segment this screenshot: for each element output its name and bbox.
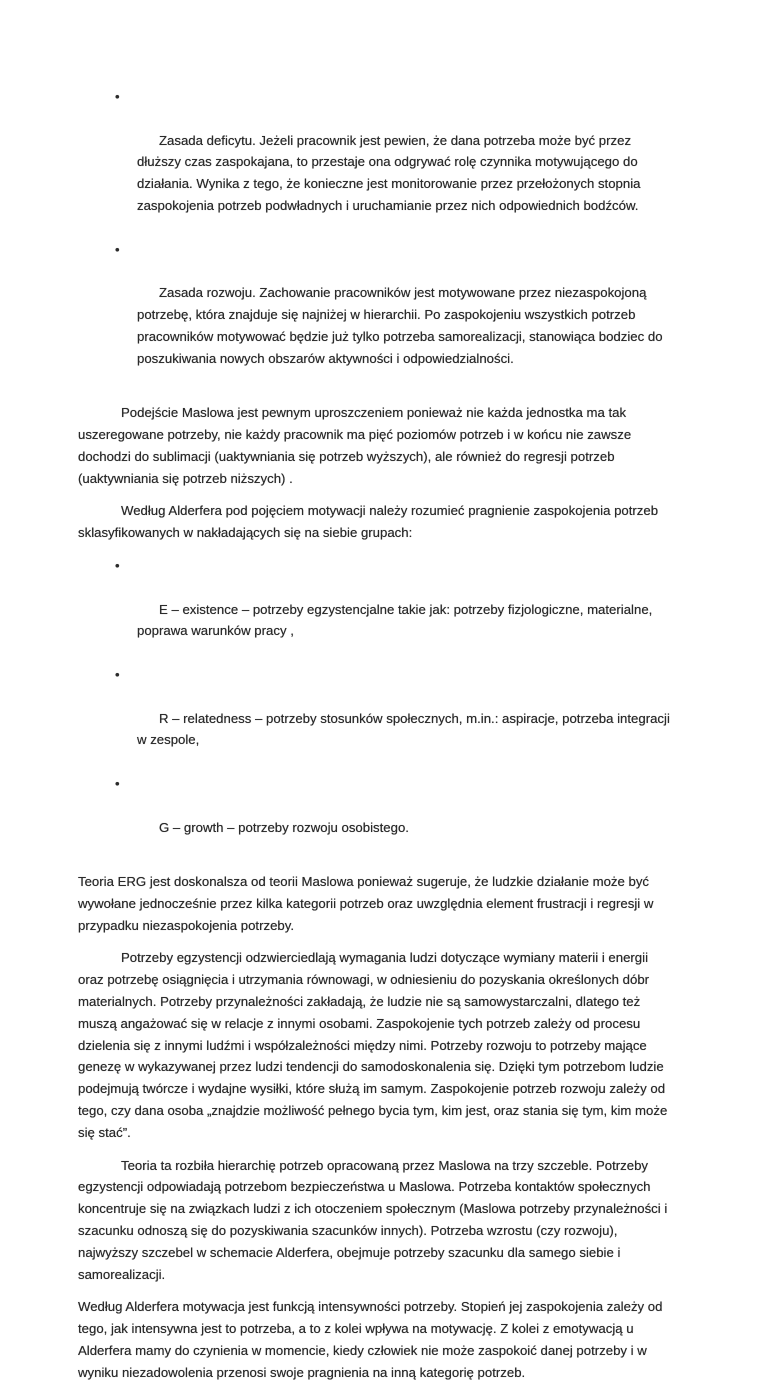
bullet-icon: • xyxy=(115,557,120,573)
bullet-icon: • xyxy=(115,666,120,682)
paragraph-three-levels: Teoria ta rozbiła hierarchię potrzeb opracowaną przez Maslowa na trzy szczeble. Potrzeby egzystencji odpowiadają potrzebom bezpieczeństwa u Maslowa. Potrzeba kontaktów społecznych koncentruje się na związkach ludzi z ich otoczeniem społecznym (Maslowa potrzeby przynależności i szacunku odnoszą się do pozyskiwania szacunków innych). Potrzeba wzrostu (czy rozwoju), najwyższy szczebel w schemacie Alderfera, obejmuje potrzeby szacunku dla samego siebie i samorealizacji. xyxy=(78,1157,671,1282)
bullet-item-text: Zasada deficytu. Jeżeli pracownik jest pewien, że dana potrzeba może być przez dłuższy czas zaspokajana, to przestaje ona odgrywać rolę czynnika motywującego do działania. Wynika z tego, że konieczne jest monitorowanie przez przełożonych stopnia zaspokojenia potrzeb podwładnych i uruchamianie przez nich odpowiednich bodźców. xyxy=(137,132,645,213)
paragraph-maslow-criticism: Podejście Maslowa jest pewnym uproszczeniem ponieważ nie każda jednostka ma tak uszeregowane potrzeby, nie każdy pracownik ma pięć poziomów potrzeb i w końcu nie zawsze dochodzi do sublimacji (uaktywniania się potrzeb wyższych), ale również do regresji potrzeb (uaktywniania się potrzeb niższych) . xyxy=(78,405,635,486)
bullet-item-relatedness xyxy=(115,664,678,773)
paragraph-motivation-function: Według Alderfera motywacja jest funkcją intensywności potrzeby. Stopień jej zaspokojenia zależy od tego, jak intensywna jest to potrzeba, a to z kolei wpływa na motywację. Z kolei z emotywacją u Alderfera mamy do czynienia w momencie, kiedy człowiek nie może zaspokoić danej potrzeby i w wyniku niezadowolenia przenosi swoje pragnienia na inną kategorię potrzeb. xyxy=(78,1299,667,1380)
bullet-icon: • xyxy=(115,89,120,104)
bullet-item-text: R – relatedness – potrzeby stosunków społecznych, m.in.: aspiracje, potrzeba integracji w zespole, xyxy=(137,710,678,748)
bullet-list-maslow-principles xyxy=(78,86,676,391)
bullet-item-zasada-rozwoju xyxy=(115,239,676,392)
bullet-item-existence xyxy=(115,555,676,664)
bullet-item-zasada-deficytu xyxy=(115,86,676,239)
bullet-item-text: Zasada rozwoju. Zachowanie pracowników jest motywowane przez niezaspokojoną potrzebę, która znajduje się najniżej w hierarchii. Po zaspokojeniu wszystkich potrzeb pracowników motywować będzie już tylko potrzeba samorealizacji, stanowiąca bodziec do poszukiwania nowych obszarów aktywności i odpowiedzialności. xyxy=(137,285,667,366)
paragraph-erg-advantage: Teoria ERG jest doskonalsza od teorii Maslowa ponieważ sugeruje, że ludzkie działanie może być wywołane jednocześnie przez kilka kategorii potrzeb oraz uwzględnia element frustracji i regresji w przypadku niezaspokojenia potrzeby. xyxy=(78,874,658,933)
paragraph-needs-description: Potrzeby egzystencji odzwierciedlają wymagania ludzi dotyczące wymiany materii i energii oraz potrzebę osiągnięcia i utrzymania równowagi, w odniesieniu do pozyskania określonych dóbr materialnych. Potrzeby przynależności zakładają, że ludzie nie są samowystarczalni, dlatego też muszą angażować się w relacje z innymi osobami. Zaspokojenie tych potrzeb zależy od procesu dzielenia się z innymi ludźmi i współzależności między nimi. Potrzeby rozwoju to potrzeby mające genezę w wykazywanej przez ludzi tendencji do samodoskonalenia się. Dzięki tym potrzebom ludzie podejmują twórcze i wydajne wysiłki, które służą im samym. Zaspokojenie potrzeb rozwoju zależy od tego, czy dana osoba „znajdzie możliwość pełnego bycia tym, kim jest, oraz stania się tym, kim może się stać”. xyxy=(78,950,671,1140)
bullet-item-text: G – growth – potrzeby rozwoju osobistego. xyxy=(158,819,409,835)
bullet-item-growth xyxy=(115,773,676,860)
bullet-icon: • xyxy=(115,775,120,791)
bullet-item-text: E – existence – potrzeby egzystencjalne takie jak: potrzeby fizjologiczne, materialne, poprawa warunków pracy , xyxy=(137,601,656,639)
bullet-icon: • xyxy=(115,241,120,257)
paragraph-alderfer-intro: Według Alderfera pod pojęciem motywacji należy rozumieć pragnienie zaspokojenia potrzeb sklasyfikowanych w nakładających się na siebie grupach: xyxy=(78,503,662,541)
bullet-list-erg-groups xyxy=(78,555,676,860)
